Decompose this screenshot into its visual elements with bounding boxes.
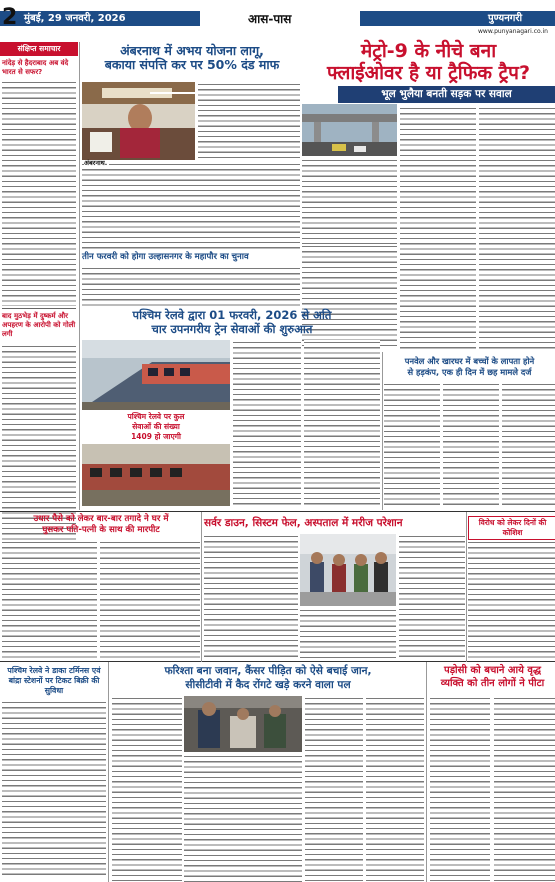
section-label: आस-पास xyxy=(248,12,292,26)
panvel-text-col3 xyxy=(502,382,555,508)
column-divider xyxy=(426,662,427,882)
metro-text-col3 xyxy=(479,106,555,350)
lead-headline xyxy=(84,44,300,72)
panvel-text-col2 xyxy=(443,382,499,508)
metro-headline-line1: मेट्रो-9 के नीचे बना xyxy=(360,40,497,62)
neighbour-headline-line1: पड़ोसी को बचाने आये वृद्ध xyxy=(444,665,541,676)
loan-headline xyxy=(2,514,200,536)
neighbour-text-col2 xyxy=(494,696,555,882)
masthead-right-bar xyxy=(360,11,555,26)
mayor-headline: तीन फरवरी को होगा उल्हासनगर के महापौर का चुनाव xyxy=(82,252,249,262)
loan-text-col2 xyxy=(100,540,200,660)
lead-headline-line2: बकाया संपत्ति कर पर 50% दंड माफ xyxy=(104,57,280,72)
railway-caption-line1: पश्चिम रेलवे पर कुल xyxy=(127,412,185,421)
masthead xyxy=(0,0,555,42)
cancer-headline xyxy=(112,664,424,692)
ticket-text xyxy=(2,700,106,878)
metro-text-col2 xyxy=(400,106,476,350)
panvel-headline xyxy=(384,356,555,378)
cancer-headline-line1: फरिश्ता बना जवान, कैंसर पीड़ित को ऐसे बचाई जान, xyxy=(164,665,372,677)
lead-text-right-of-photo xyxy=(198,82,300,162)
lead-text-body xyxy=(82,159,300,250)
section-divider xyxy=(0,661,555,662)
brief-headline: बाद मुठभेड़ में दुष्कर्म और अपहरण के आरोपी को गोली लगी xyxy=(2,312,76,338)
column-divider xyxy=(79,42,80,510)
right-brief-text xyxy=(468,540,555,660)
metro-headline-line2: फ्लाईओवर है या ट्रैफिक ट्रैप? xyxy=(327,62,530,84)
cancer-text-col2 xyxy=(184,754,302,882)
metro-headline xyxy=(302,40,555,84)
metro-banner: भूल भुलैया बनती सड़क पर सवाल xyxy=(338,86,555,103)
cancer-text-col1 xyxy=(112,696,182,882)
neighbour-text-col1 xyxy=(430,696,490,882)
metro-text-col0 xyxy=(232,92,300,94)
ticket-box xyxy=(0,662,109,882)
panvel-headline-line2: से हड़कंप, एक ही दिन में छह मामले दर्ज xyxy=(407,367,532,377)
railway-text-col2 xyxy=(304,340,380,508)
lead-headline-line1: अंबरनाथ में अभय योजना लागू, xyxy=(120,43,264,58)
column-divider xyxy=(466,512,467,662)
website-url: www.punyanagari.co.in xyxy=(478,28,548,35)
neighbour-headline xyxy=(430,664,555,690)
metro-text-col1 xyxy=(302,158,397,244)
railway-headline-line1: पश्चिम रेलवे द्वारा 01 फरवरी, 2026 से अति xyxy=(132,308,332,322)
lead-dateline: अंबरनाथ. xyxy=(84,159,108,167)
railway-headline xyxy=(82,308,382,336)
panvel-text-col1 xyxy=(384,382,440,508)
railway-photo xyxy=(82,340,230,410)
railway-caption xyxy=(82,412,230,442)
column-divider xyxy=(382,352,383,510)
hospital-headline: सर्वर डाउन, सिस्टम फेल, अस्पताल में मरीज परेशान xyxy=(204,517,403,529)
railway-headline-line2: चार उपनगरीय ट्रेन सेवाओं की शुरुआत xyxy=(151,322,313,336)
column-divider xyxy=(201,512,202,662)
neighbour-headline-line2: व्यक्ति को तीन लोगों ने पीटा xyxy=(440,678,545,689)
railway-text-col1 xyxy=(233,340,301,508)
page-number: 2 xyxy=(2,5,18,30)
railway-photo-2 xyxy=(82,444,230,506)
cancer-headline-line2: सीसीटीवी में कैद रोंगटे खड़े करने वाला पल xyxy=(185,679,351,691)
railway-caption-line2: सेवाओं की संख्या xyxy=(132,422,180,431)
brief-divider xyxy=(2,308,76,309)
section-divider xyxy=(0,511,555,512)
cancer-text-col3 xyxy=(305,696,363,882)
loan-headline-line1: उधार पैसे को लेकर बार-बार तगादे ने घर में xyxy=(33,514,169,524)
mayor-text xyxy=(82,266,300,306)
ticket-headline: पश्चिम रेलवे ने डाका टर्मिनस एवं बांद्रा स्टेशनों पर टिकट बिक्री की सुविधा xyxy=(7,666,101,695)
sidebar xyxy=(0,42,78,578)
sidebar-title: संक्षिप्त समाचार xyxy=(0,42,78,56)
metro-photo xyxy=(302,104,397,156)
cancer-text-col4 xyxy=(366,696,424,882)
hospital-text-col2 xyxy=(300,608,396,660)
railway-caption-line3: 1409 हो जाएगी xyxy=(131,432,181,441)
brief-text xyxy=(2,80,76,306)
hospital-photo xyxy=(300,534,396,606)
brief-headline: नांदेड़ से हैदराबाद अब वंदे भारत से सफर? xyxy=(2,59,69,76)
brand-name: पुण्यनगरी xyxy=(488,13,523,24)
cancer-photo xyxy=(184,696,302,752)
loan-headline-line2: घुसकर पति-पत्नी के साथ की मारपीट xyxy=(42,525,160,535)
hospital-text-col1 xyxy=(204,534,298,660)
hospital-text-col3 xyxy=(399,534,465,660)
dateline: मुंबई, 29 जनवरी, 2026 xyxy=(24,13,126,24)
loan-text-col1 xyxy=(2,540,97,660)
right-brief-headline: विरोध को लेकर दिनों की कोशिश xyxy=(468,516,555,540)
panvel-headline-line1: पनवेल और खारघर में बच्चों के लापता होने xyxy=(404,356,535,366)
